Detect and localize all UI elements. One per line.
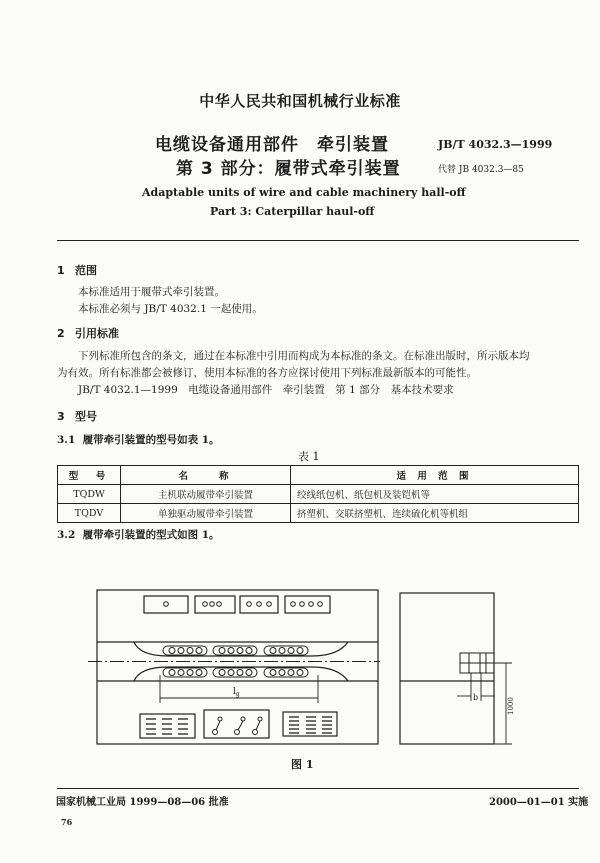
cell-application: 绞线纸包机、纸包机及装铠机等 bbox=[291, 485, 579, 504]
table-header-row bbox=[58, 466, 579, 485]
table-row bbox=[58, 504, 579, 523]
english-title-line1: Adaptable units of wire and cable machinery hall-off bbox=[142, 186, 466, 199]
table-1-caption: 表 1 bbox=[298, 450, 320, 463]
english-title-line2: Part 3: Caterpillar haul-off bbox=[210, 205, 375, 218]
cell-application: 挤塑机、交联挤塑机、连续硫化机等机组 bbox=[291, 504, 579, 523]
document-title-line2: 第 3 部分：履带式牵引装置 bbox=[176, 159, 401, 179]
dimension-b-label: b bbox=[473, 693, 479, 702]
section-2-paragraph-2: 为有效。所有标准都会被修订，使用本标准的各方应探讨使用下列标准最新版本的可能性。 bbox=[57, 367, 477, 379]
section-1-paragraph-2: 本标准必须与 JB/T 4032.1 一起使用。 bbox=[78, 303, 263, 315]
dimension-lg-label: $l_g$ bbox=[233, 687, 240, 698]
footer-divider bbox=[57, 788, 579, 789]
figure-1-caption: 图 1 bbox=[291, 758, 314, 771]
effective-date: 2000—01—01 实施 bbox=[489, 797, 589, 808]
title-part2: 牵引装置 bbox=[317, 135, 389, 155]
col-header-name: 名 称 bbox=[121, 466, 291, 485]
header-divider bbox=[57, 240, 579, 241]
referenced-standard: JB/T 4032.1—1999 电缆设备通用部件 牵引装置 第 1 部分 基本技术要求 bbox=[78, 384, 454, 396]
section-3-heading: 3 型号 bbox=[57, 410, 97, 423]
table-1 bbox=[57, 465, 579, 523]
document-title-line1 bbox=[155, 130, 389, 155]
dimension-height-label: 1000 bbox=[507, 697, 515, 715]
cell-name: 主机联动履带牵引装置 bbox=[121, 485, 291, 504]
replaces-standard: 代替 JB 4032.3—85 bbox=[438, 165, 524, 175]
subsection-3-2: 3.2 履带牵引装置的型式如图 1。 bbox=[57, 529, 220, 541]
figure-1-drawing bbox=[80, 580, 540, 755]
col-header-model: 型 号 bbox=[58, 466, 121, 485]
col-header-application: 适 用 范 围 bbox=[291, 466, 579, 485]
page-number: 76 bbox=[61, 817, 73, 827]
subsection-3-1: 3.1 履带牵引装置的型号如表 1。 bbox=[57, 434, 220, 446]
title-part1: 电缆设备通用部件 bbox=[155, 135, 299, 155]
section-2-heading: 2 引用标准 bbox=[57, 327, 119, 340]
cell-name: 单独驱动履带牵引装置 bbox=[121, 504, 291, 523]
standard-code: JB/T 4032.3—1999 bbox=[438, 138, 553, 151]
issuing-organization: 中华人民共和国机械行业标准 bbox=[199, 92, 401, 110]
section-1-paragraph-1: 本标准适用于履带式牵引装置。 bbox=[78, 286, 225, 298]
section-1-heading: 1 范围 bbox=[57, 264, 97, 277]
cell-model: TQDW bbox=[58, 485, 121, 504]
cell-model: TQDV bbox=[58, 504, 121, 523]
table-row bbox=[58, 485, 579, 504]
section-2-paragraph-1: 下列标准所包含的条文，通过在本标准中引用而构成为本标准的条文。在标准出版时，所示版本均 bbox=[78, 350, 530, 362]
approval-date: 国家机械工业局 1999—08—06 批准 bbox=[56, 797, 229, 808]
